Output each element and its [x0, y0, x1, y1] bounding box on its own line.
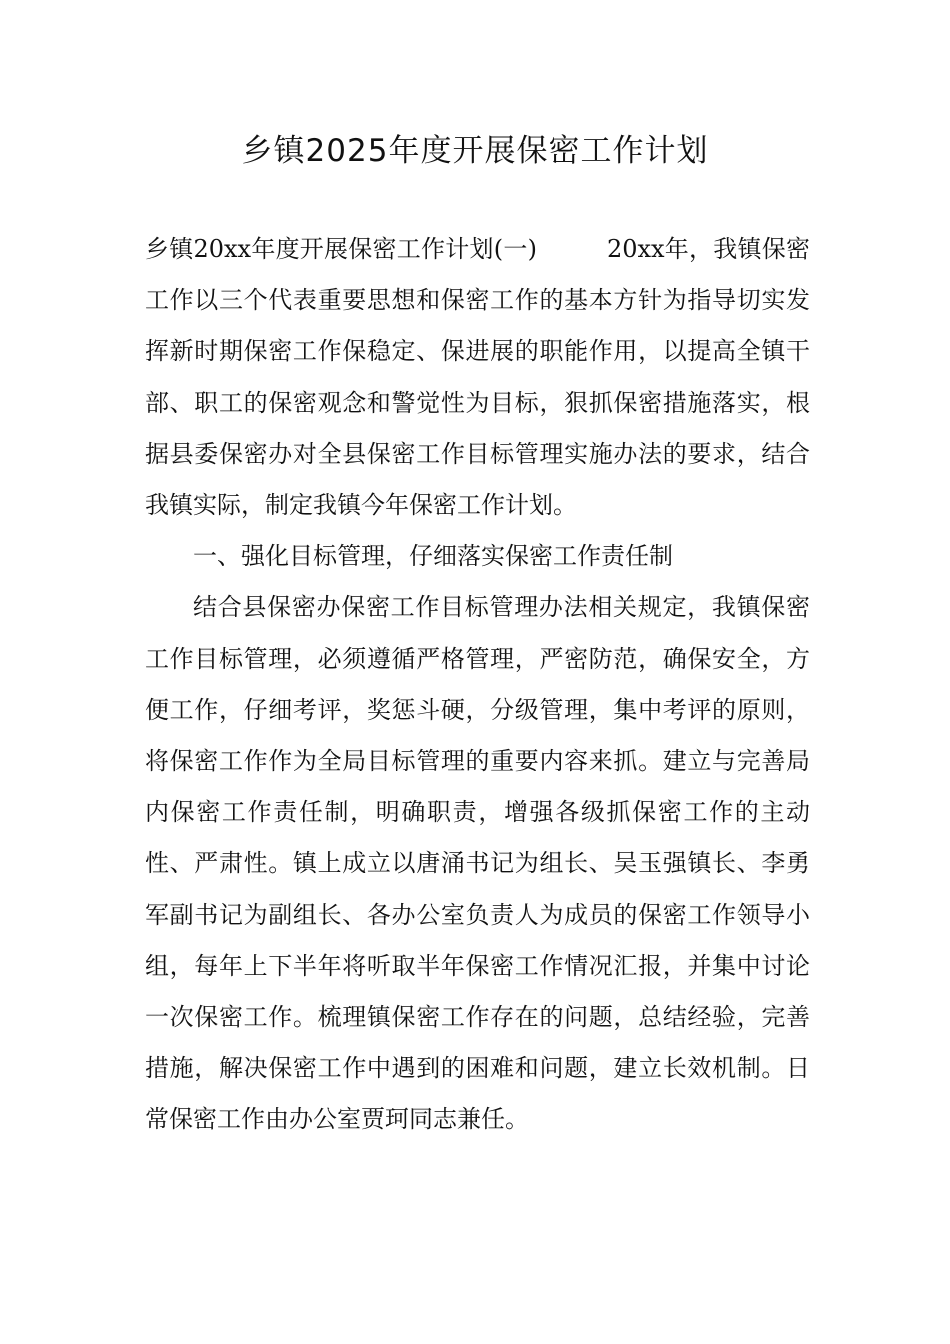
section1-heading: 一、强化目标管理，仔细落实保密工作责任制	[193, 542, 673, 571]
intro-text: 20xx年，我镇保密工作以三个代表重要思想和保密工作的基本方针为指导切实发挥新时期保密工作保稳定、保进展的职能作用，以提高全镇干部、职工的保密观念和警觉性为目标，狠抓保密措施落实，根据县委保密办对全县保密工作目标管理实施办法的要求，结合我镇实际，制定我镇今年保密工作计划。	[145, 235, 811, 520]
intro-paragraph	[145, 224, 810, 531]
document-body	[145, 224, 810, 1146]
section1-body: 结合县保密办保密工作目标管理办法相关规定，我镇保密工作目标管理，必须遵循严格管理，严密防范，确保安全，方便工作，仔细考评，奖惩斗硬，分级管理，集中考评的原则，将保密工作作为全局目标管理的重要内容来抓。建立与完善局内保密工作责任制，明确职责，增强各级抓保密工作的主动性、严肃性。镇上成立以唐涌书记为组长、吴玉强镇长、李勇军副书记为副组长、各办公室负责人为成员的保密工作领导小组，每年上下半年将听取半年保密工作情况汇报，并集中讨论一次保密工作。梳理镇保密工作存在的问题，总结经验，完善措施，解决保密工作中遇到的困难和问题，建立长效机制。日常保密工作由办公室贾珂同志兼任。	[145, 593, 810, 1134]
document-title: 乡镇2025年度开展保密工作计划	[241, 133, 709, 169]
intro-prefix: 乡镇20xx年度开展保密工作计划(一)	[145, 235, 537, 263]
